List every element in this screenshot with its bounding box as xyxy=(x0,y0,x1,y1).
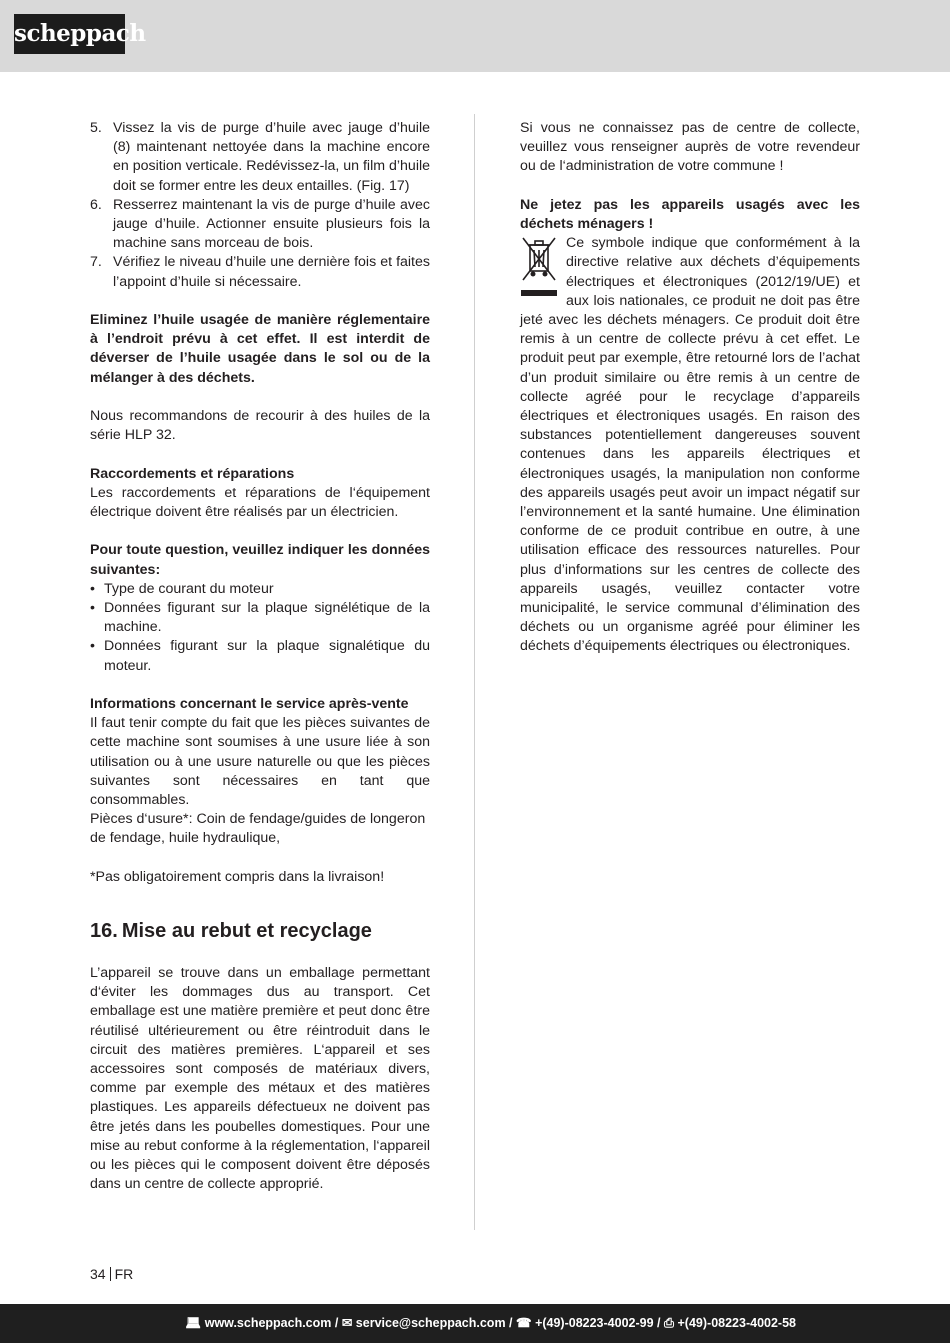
page-header xyxy=(0,0,950,72)
household-waste-heading: Ne jetez pas les appareils usagés avec les déchets ménagers ! xyxy=(520,196,860,232)
weee-block xyxy=(520,234,860,656)
list-item: • Données figurant sur la plaque signalétique du moteur. xyxy=(90,638,430,674)
page-footer: 💻︎ www.scheppach.com / ✉ service@scheppach.com / ☎ +(49)-08223-4002-99 / ⎙ +(49)-08223-4002-58 xyxy=(0,1304,950,1343)
step-text: Vérifiez le niveau d’huile une dernière fois et faites l’appoint d’huile si nécessaire. xyxy=(113,254,430,290)
oil-check-steps xyxy=(90,119,430,292)
page-language: FR xyxy=(114,1266,134,1282)
left-column xyxy=(90,119,430,1194)
list-item-text: Type de courant du moteur xyxy=(104,580,274,597)
questions-heading: Pour toute question, veuillez indiquer les données suivantes: xyxy=(90,542,430,578)
step-number: 7. xyxy=(90,254,102,271)
connections-text: Les raccordements et réparations de l‘équipement électrique doivent être réalisés par un électricien. xyxy=(90,484,430,521)
phone-icon: ☎ xyxy=(516,1316,532,1330)
email-link[interactable]: service@scheppach.com xyxy=(355,1316,506,1330)
computer-icon: 💻︎ xyxy=(185,1316,202,1330)
mail-icon: ✉ xyxy=(341,1316,353,1330)
service-heading: Informations concernant le service après-vente xyxy=(90,696,409,713)
questions-list xyxy=(90,580,430,676)
phone-number: +(49)-08223-4002-99 xyxy=(535,1316,654,1330)
step-text: Vissez la vis de purge d’huile avec jauge d’huile (8) maintenant nettoyée dans la machine encore en position verticale. Redévissez-la, un film d’huile doit se former entre les deux entailles. (Fig. 17) xyxy=(113,120,431,194)
list-item: • Type de courant du moteur xyxy=(90,580,274,597)
recycling-text: L’appareil se trouve dans un emballage permettant d‘éviter les dommages dus au transport. Cet emballage est une matière première et peut donc être réutilisé ultérieurement ou être réintroduit dans le circuit des matières premières. L‘appareil et ses accessoires sont composés de matériaux divers, comme par exemple des métaux et des matières plastiques. Les appareils défectueux ne doivent pas être jetés dans les poubelles domestiques. Pour une mise au rebut conforme à la réglementation, l‘appareil ou les pièces qui le composent doivent être déposés dans un centre de collecte approprié. xyxy=(90,965,430,1193)
footnote: *Pas obligatoirement compris dans la livraison! xyxy=(90,868,385,885)
step-number: 6. xyxy=(90,196,102,213)
step-item xyxy=(90,253,430,291)
website-link[interactable]: www.scheppach.com xyxy=(204,1316,332,1330)
fax-number: +(49)-08223-4002-58 xyxy=(677,1316,796,1330)
oil-disposal-warning: Eliminez l’huile usagée de manière réglementaire à l’endroit prévu à cet effet. Il est interdit de déverser de l’huile usagée dans le sol ou de la mélanger à des déchets. xyxy=(90,312,430,386)
section-heading xyxy=(90,919,430,943)
oil-recommendation: Nous recommandons de recourir à des huiles de la série HLP 32. xyxy=(90,408,430,444)
fax-icon: ⎙ xyxy=(664,1316,675,1330)
step-item xyxy=(90,196,430,254)
step-item xyxy=(90,119,430,196)
wear-parts-text: Pièces d‘usure*: Coin de fendage/guides de longeron de fendage, huile hydraulique, xyxy=(90,811,426,847)
page-number-value: 34 xyxy=(90,1266,106,1282)
step-number: 5. xyxy=(90,120,102,136)
section-title: Mise au rebut et recyclage xyxy=(121,920,372,943)
list-item: • Données figurant sur la plaque signélétique de la machine. xyxy=(90,600,430,636)
column-divider xyxy=(474,114,475,1230)
service-text: Il faut tenir compte du fait que les pièces suivantes de cette machine sont soumises à une usure liée à son utilisation ou à une usure naturelle ou que les pièces suivantes sont nécessaires en tant que consommables. xyxy=(90,715,430,809)
right-column xyxy=(520,119,860,657)
section-number: 16. xyxy=(90,920,118,943)
list-item-text: Données figurant sur la plaque signélétique de la machine. xyxy=(104,600,430,636)
scheppach-logo: scheppach xyxy=(14,14,125,54)
connections-heading: Raccordements et réparations xyxy=(90,465,295,482)
page-number xyxy=(90,1265,133,1284)
crossed-out-wheelie-bin-icon xyxy=(520,236,558,298)
step-text: Resserrez maintenant la vis de purge d’huile avec jauge d’huile. Actionner ensuite plusieurs fois la machine sans morceau de bois. xyxy=(113,196,430,252)
collection-text: Si vous ne connaissez pas de centre de collecte, veuillez vous renseigner auprès de votre revendeur ou de l‘administration de votre commune ! xyxy=(520,120,860,175)
list-item-text: Données figurant sur la plaque signalétique du moteur. xyxy=(104,638,430,674)
weee-text: Ce symbole indique que conformément à la directive relative aux déchets d’équipements électriques et électroniques (2012/19/UE) et aux lois nationales, ce produit ne doit pas être jeté avec les déchets ménagers. Ce produit doit être remis à un centre de collecte prévu à cet effet. Le produit peut par exemple, être retourné lors de l’achat d’un produit similaire ou être remis à un centre de collecte agréé pour le recyclage d’appareils électriques et électroniques usagés. En raison des substances potentiellement dangereuses souvent contenues dans les appareils électriques et électroniques usagés, la manipulation non conforme des appareils usagés peut avoir un impact négatif sur l’environnement et la santé humaine. Une élimination conforme de ce produit contribue en outre, à une utilisation efficace des ressources naturelles. Pour plus d’informations sur les centres de collecte des appareils usagés, veuillez contacter votre municipalité, le service communal d’élimination des déchets ou un organisme agréé pour éliminer les déchets d’équipements électriques ou électroniques. xyxy=(520,235,860,655)
